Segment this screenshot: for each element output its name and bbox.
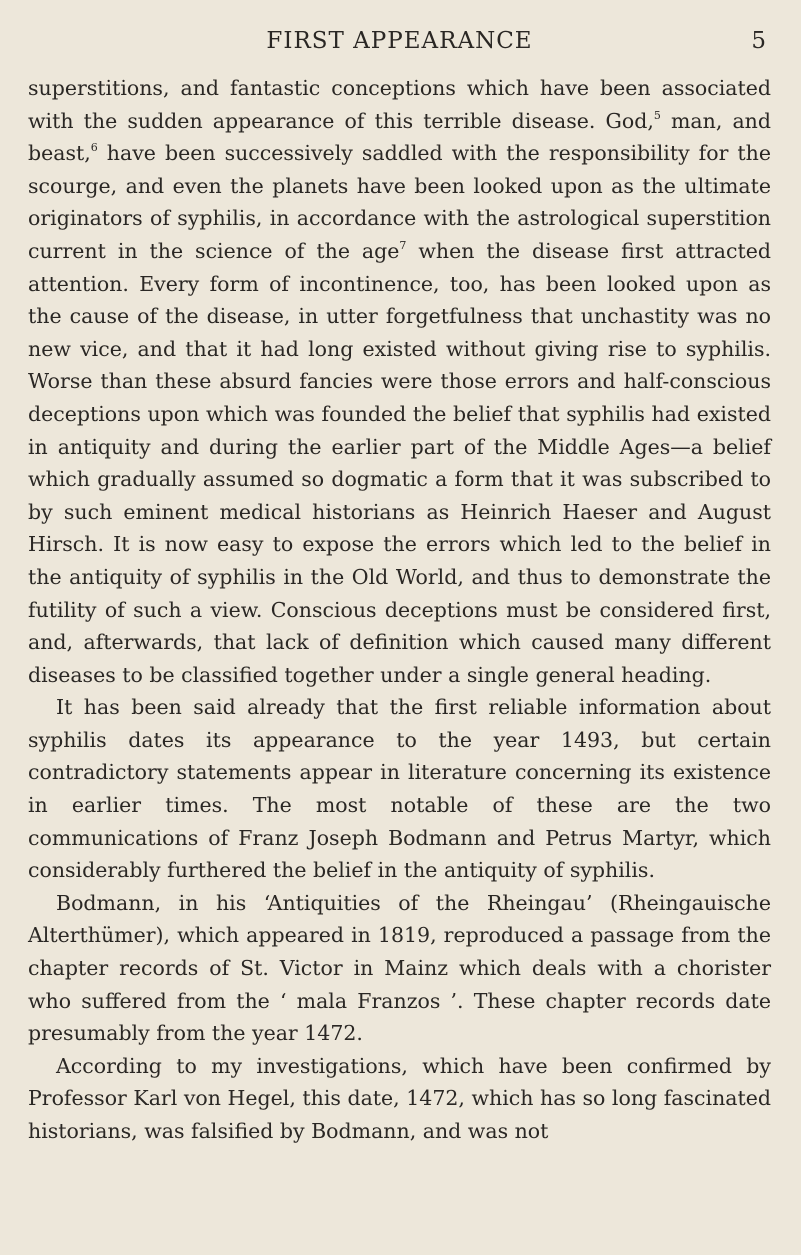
running-title: FIRST APPEARANCE [266,28,533,54]
page-number: 5 [751,28,767,54]
text-segment: It has been said already that the first reliable information about syphilis dates its appearance to the year 1493, but certain contradictory statements appear in literature concerning its existence in earlier times. The most notable of these are the two communications of Franz Joseph Bodmann and Petrus Martyr, which considerably furthered the belief in the antiquity of syphilis. [28,695,771,883]
text-segment: have been successively saddled with the responsibility for the scourge, and even the planets have been looked upon as the ultimate originators of syphilis, in accordance with the astrological superstition current in the science of the age [28,141,771,263]
paragraph-2 [28,691,771,887]
paragraph-4 [28,1050,771,1148]
text-segment: Bodmann, in his ‘Antiquities of the Rheingau’ (Rheingauische Alterthümer), which appeared in 1819, reproduced a passage from the chapter records of St. Victor in Mainz which deals with a chorister who suffered from the ‘ mala Franzos ’. These chapter records date presumably from the year 1472. [28,890,771,1046]
body-text [28,72,771,1148]
text-segment: when the disease first attracted attention. Every form of incontinence, too, has been looked upon as the cause of the disease, in utter forgetfulness that unchastity was no new vice, and that it had long existed without giving rise to syphilis. Worse than these absurd fancies were those errors and half-conscious deceptions upon which was founded the belief that syphilis had existed in antiquity and during the earlier part of the Middle Ages—a belief which gradually assumed so dogmatic a form that it was subscribed to by such eminent medical historians as Heinrich Haeser and August Hirsch. It is now easy to expose the errors which led to the belief in the antiquity of syphilis in the Old World, and thus to demonstrate the futility of such a view. Conscious deceptions must be considered first, and, afterwards, that lack of definition which caused many different diseases to be classified together under a single general heading. [28,238,771,687]
paragraph-3 [28,887,771,1050]
text-segment: man, and beast, [28,108,771,166]
footnote-ref-5: 5 [653,108,661,122]
text-segment: According to my investigations, which have been confirmed by Professor Karl von Hegel, this date, 1472, which has so long fascinated historians, was falsified by Bodmann, and was not [28,1053,771,1143]
footnote-ref-7: 7 [399,238,407,252]
paragraph-1 [28,72,771,691]
running-head [28,28,771,62]
footnote-ref-6: 6 [90,141,98,155]
text-segment: superstitions, and fantastic conceptions which have been associated with the sudden appearance of this terrible disease. God, [28,76,771,133]
